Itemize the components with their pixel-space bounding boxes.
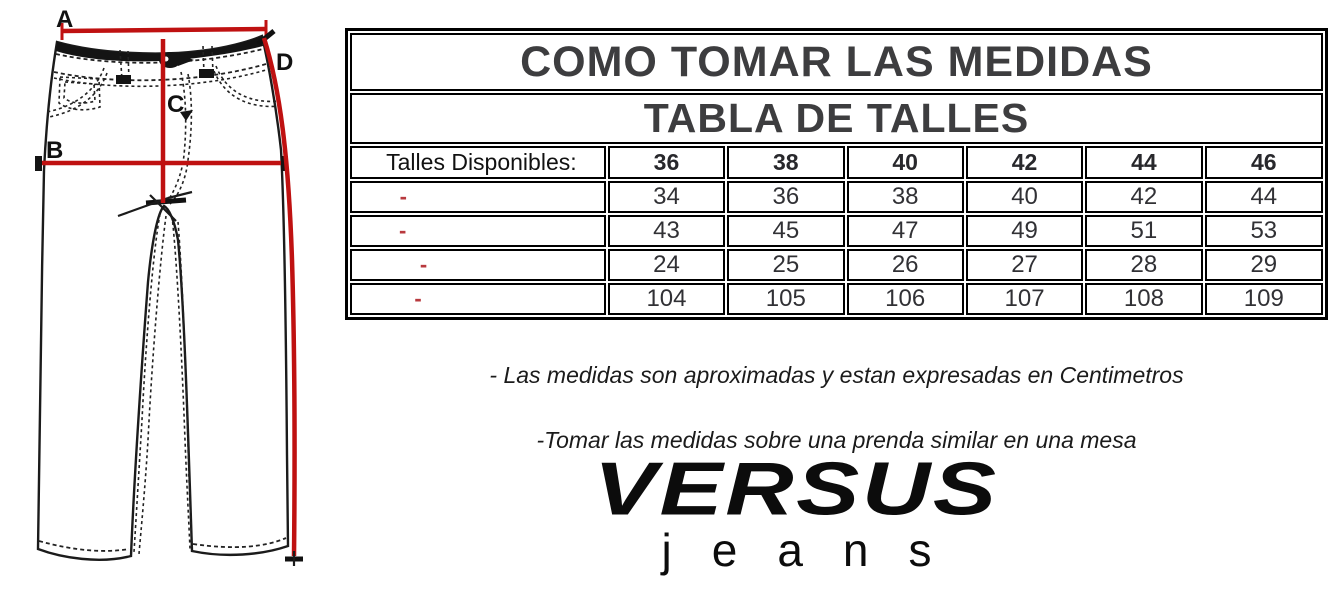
- measure-value: 42: [1085, 181, 1202, 213]
- brand-name: VERSUS: [594, 446, 999, 531]
- row-label-text: Largo de total: [429, 286, 565, 311]
- crotch-mark-bar: [146, 200, 186, 203]
- row-letter-separator: -: [414, 286, 422, 311]
- measure-value: 47: [847, 215, 964, 247]
- table-row: [350, 181, 1323, 213]
- measure-row-label-a: [350, 181, 606, 213]
- size-table: [345, 28, 1328, 320]
- measure-value: 105: [727, 283, 844, 315]
- size-header: 46: [1205, 146, 1323, 179]
- measure-value: 38: [847, 181, 964, 213]
- sizes-header-label: Talles Disponibles:: [350, 146, 606, 179]
- row-letter: B: [383, 218, 400, 243]
- size-header: 42: [966, 146, 1083, 179]
- table-row: [350, 249, 1323, 281]
- note-units: - Las medidas son aproximadas y estan expresadas en Centimetros: [489, 362, 1184, 388]
- measure-value: 24: [608, 249, 725, 281]
- belt-loop-left-base: [116, 75, 131, 84]
- table-subtitle: TABLA DE TALLES: [350, 93, 1323, 144]
- belt-loop-right-base: [199, 69, 214, 78]
- measure-row-label-b: [350, 215, 606, 247]
- measure-value: 104: [608, 283, 725, 315]
- measure-value: 53: [1205, 215, 1323, 247]
- measure-value: 25: [727, 249, 844, 281]
- measure-value: 106: [847, 283, 964, 315]
- table-subtitle-row: [350, 93, 1323, 144]
- row-letter: A: [383, 184, 400, 209]
- measure-value: 29: [1205, 249, 1323, 281]
- size-header: 36: [608, 146, 725, 179]
- sizes-header-row: [350, 146, 1323, 179]
- size-header: 40: [847, 146, 964, 179]
- measure-line-a: [62, 29, 266, 31]
- row-label-text: Ancho de cintura: [413, 184, 579, 209]
- jeans-sketch: [0, 0, 330, 590]
- table-title-row: [350, 33, 1323, 91]
- measure-value: 27: [966, 249, 1083, 281]
- measure-row-label-d: [350, 283, 606, 315]
- size-header: 44: [1085, 146, 1202, 179]
- row-letter: D: [398, 286, 415, 311]
- diagram-label-a: A: [56, 6, 74, 33]
- measure-value: 43: [608, 215, 725, 247]
- table-title: COMO TOMAR LAS MEDIDAS: [350, 33, 1323, 91]
- row-letter-separator: -: [419, 252, 428, 277]
- measure-value: 107: [966, 283, 1083, 315]
- measure-value: 51: [1085, 215, 1202, 247]
- note-howto: -Tomar las medidas sobre una prenda similar en una mesa: [536, 427, 1137, 453]
- measure-value: 40: [966, 181, 1083, 213]
- jeans-measurement-diagram: [0, 0, 330, 590]
- row-letter-separator: -: [399, 184, 407, 209]
- measure-value: 28: [1085, 249, 1202, 281]
- measure-row-label-c: [350, 249, 606, 281]
- row-label-text: Ancho de cadera: [413, 218, 580, 243]
- measure-value: 44: [1205, 181, 1323, 213]
- measure-b-cap-left: [35, 156, 42, 171]
- diagram-label-c: C: [167, 91, 185, 118]
- measure-value: 109: [1205, 283, 1323, 315]
- diagram-label-d: D: [276, 49, 294, 76]
- table-row: [350, 283, 1323, 315]
- measure-value: 49: [966, 215, 1083, 247]
- measure-value: 36: [727, 181, 844, 213]
- brand-subname: jeans: [661, 524, 972, 576]
- size-header: 38: [727, 146, 844, 179]
- row-label-text: Largo de tiro: [435, 252, 559, 277]
- row-letter-separator: -: [399, 218, 407, 243]
- measure-value: 45: [727, 215, 844, 247]
- diagram-label-b: B: [46, 137, 64, 164]
- measure-value: 26: [847, 249, 964, 281]
- measure-value: 34: [608, 181, 725, 213]
- table-row: [350, 215, 1323, 247]
- brand-logo: [305, 446, 1288, 576]
- measure-value: 108: [1085, 283, 1202, 315]
- row-letter: C: [403, 252, 420, 277]
